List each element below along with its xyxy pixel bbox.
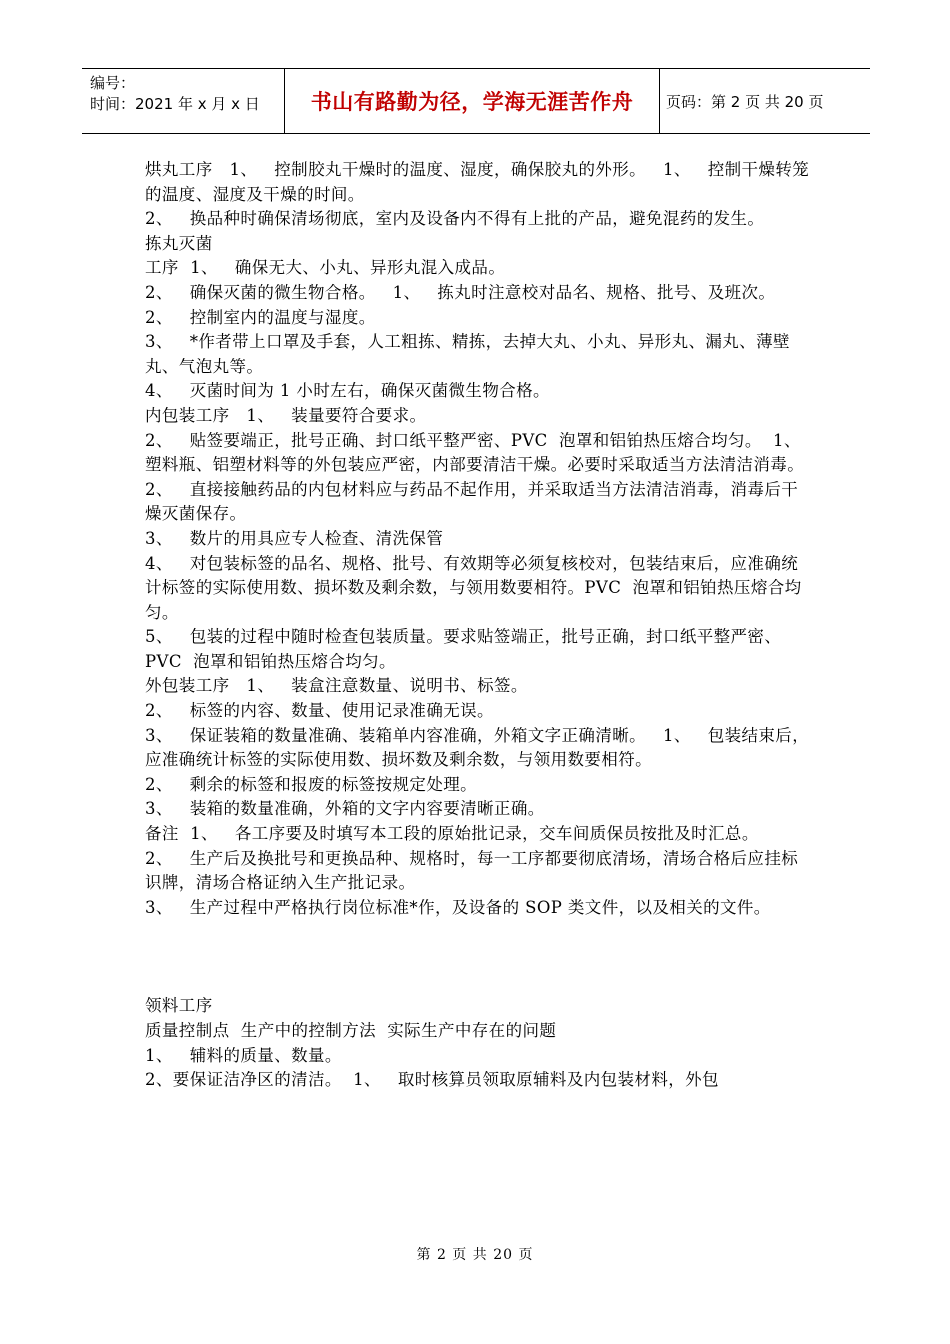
body-paragraph: 烘丸工序 1、 控制胶丸干燥时的温度、湿度，确保胶丸的外形。 1、 控制干燥转笼的温度、湿度及干燥的时间。 <box>145 160 810 204</box>
column-headings: 质量控制点 生产中的控制方法 实际生产中存在的问题 <box>145 1021 557 1040</box>
body-paragraph: 2、要保证洁净区的清洁。 1、 取时核算员领取原辅料及内包装材料，外包 <box>145 1070 719 1090</box>
body-paragraph: 4、 对包装标签的品名、规格、批号、有效期等必须复核校对，包装结束后，应准确统计标签的实际使用数、损坏数及剩余数，与领用数要相符。PVC 泡罩和铝铂热压熔合均匀。 <box>145 553 802 622</box>
body-paragraph: 2、 标签的内容、数量、使用记录准确无误。 <box>145 701 494 721</box>
header-page-info: 页码：第 2 页 共 20 页 <box>666 92 824 111</box>
body-paragraph: 3、 *作者带上口罩及手套，人工粗拣、精拣，去掉大丸、小丸、异形丸、漏丸、薄壁丸、气泡丸等。 <box>145 332 790 376</box>
section-heading: 领料工序 <box>145 996 213 1016</box>
body-paragraph: 2、 换品种时确保清场彻底，室内及设备内不得有上批的产品，避免混药的发生。 <box>145 209 765 229</box>
date-label: 时间：2021 年 x 月 x 日 <box>90 95 260 113</box>
body-paragraph: 拣丸灭菌 <box>145 233 213 253</box>
body-paragraph: 内包装工序 1、 装量要符合要求。 <box>145 405 427 425</box>
body-paragraph: 2、 直接接触药品的内包材料应与药品不起作用，并采取适当方法清洁消毒，消毒后干燥灭菌保存。 <box>145 479 799 524</box>
body-paragraph: 备注 1、 各工序要及时填写本工段的原始批记录，交车间质保员按批及时汇总。 <box>145 824 759 844</box>
header-meta <box>82 69 285 133</box>
body-paragraph: 2、 生产后及换批号和更换品种、规格时，每一工序都要彻底清场，清场合格后应挂标识牌，清场合格证纳入生产批记录。 <box>145 848 799 893</box>
header-motto: 书山有路勤为径，学海无涯苦作舟 <box>285 69 660 133</box>
section-gap <box>145 920 813 994</box>
body-paragraph: 5、 包装的过程中随时检查包装质量。要求贴签端正，批号正确，封口纸平整严密、PVC 泡罩和铝铂热压熔合均匀。 <box>145 627 782 671</box>
body-paragraph: 2、 剩余的标签和报废的标签按规定处理。 <box>145 774 478 794</box>
body-paragraph: 2、 控制室内的温度与湿度。 <box>145 307 376 327</box>
body-paragraph: 外包装工序 1、 装盒注意数量、说明书、标签。 <box>145 676 528 696</box>
body-paragraph: 2、 贴签要端正，批号正确、封口纸平整严密、PVC 泡罩和铝铂热压熔合均匀。 1、 塑料瓶、铝塑材料等的外包装应严密，内部要清洁干燥。必要时采取适当方法清洁消毒。 <box>145 430 818 475</box>
serial-label: 编号： <box>90 74 136 92</box>
body-paragraph: 4、 灭菌时间为 1 小时左右，确保灭菌微生物合格。 <box>145 381 550 401</box>
document-body <box>145 158 818 1093</box>
body-paragraph: 工序 1、 确保无大、小丸、异形丸混入成品。 <box>145 258 506 278</box>
body-paragraph: 3、 生产过程中严格执行岗位标准*作，及设备的 SOP 类文件，以及相关的文件。 <box>145 897 771 917</box>
body-paragraph: 1、 辅料的质量、数量。 <box>145 1045 342 1065</box>
body-paragraph: 3、 数片的用具应专人检查、清洗保管 <box>145 528 444 548</box>
body-paragraph: 3、 保证装箱的数量准确、装箱单内容准确，外箱文字正确清晰。 1、 包装结束后，应准确统计标签的实际使用数、损坏数及剩余数，与领用数要相符。 <box>145 725 810 770</box>
page-footer: 第 2 页 共 20 页 <box>416 1247 534 1263</box>
body-paragraph: 2、 确保灭菌的微生物合格。 1、 拣丸时注意校对品名、规格、批号、及班次。 <box>145 282 776 302</box>
body-paragraph: 3、 装箱的数量准确，外箱的文字内容要清晰正确。 <box>145 799 545 819</box>
page-header <box>82 68 870 134</box>
